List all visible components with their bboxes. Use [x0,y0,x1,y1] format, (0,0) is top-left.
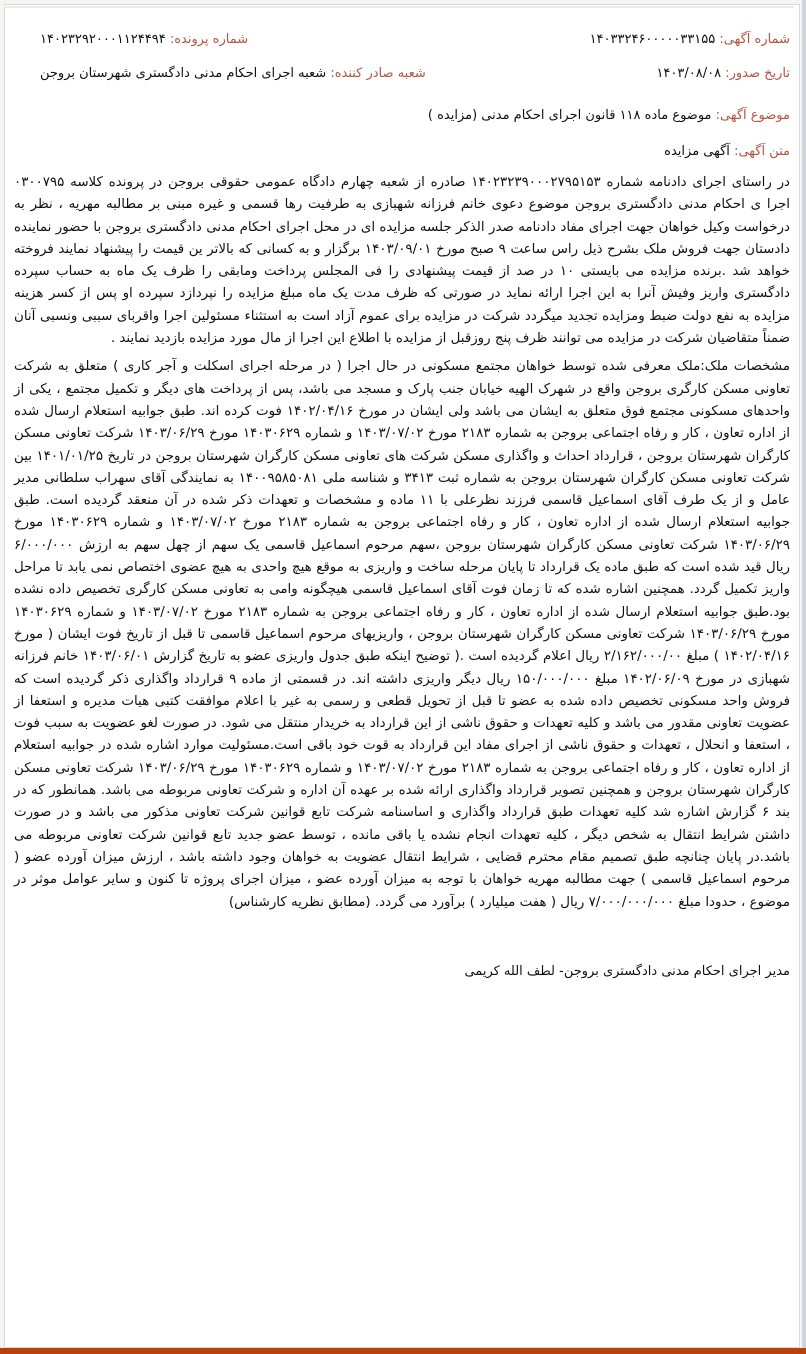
header-row-2 [14,64,790,84]
top-divider [4,6,794,8]
ad-number-label: شماره آگهی: [719,32,790,47]
ad-subject [14,106,790,126]
issue-date-label: تاریخ صدور: [725,66,790,81]
scrollbar-track[interactable] [802,0,806,1354]
ad-text-label: متن آگهی: [734,144,790,159]
subject-value: موضوع ماده ۱۱۸ قانون اجرای احکام مدنی (مزایده ) [427,108,712,123]
signature: مدیر اجرای احکام مدنی دادگستری بروجن- لطف الله کریمی [464,963,790,979]
issuer-label: شعبه صادر کننده: [330,66,426,81]
ad-number [590,30,790,50]
bottom-accent-bar [0,1348,806,1354]
ad-text-value: آگهی مزایده [664,144,730,159]
subject-label: موضوع آگهی: [715,108,790,123]
body-paragraph-1: در راستای اجرای دادنامه شماره ۱۴۰۲۳۲۳۹۰۰۰۲۷۹۵۱۵۳ صادره از شعبه چهارم دادگاه عمومی حقوقی بروجن در پرونده کلاسه ۰۳۰۰۷۹۵ اجرا ی احکام مدنی دادگستری بروجن موضوع دعوی خانم فرزانه شهبازی به طرفیت رها قسمی و غیره مبنی بر مطالبه مهریه ، نظر به درخواست وکیل خواهان جهت اجرای مفاد دادنامه صدر الذکر جلسه مزایده ای در محل اجرای احکام مدنی دادگستری بروجن با حضور نماینده دادستان جهت فروش ملک بشرح ذیل راس ساعت ۹ صبح مورخ ۱۴۰۳/۰۹/۰۱ برگزار و به کسانی که بالاتر ین قیمت را پیشنهاد نمایند فروخته خواهد شد .برنده مزایده می بایستی ۱۰ در صد از قیمت پیشنهادی را فی المجلس پرداخت ومابقی را ظرف یک ماه به حساب سپرده دادگستری واریز وفیش آنرا به این اجرا ارائه نماید در صورتی که ظرف مدت یک ماه مبلغ مزایده را نپردازد سپرده او پس از کسر هزینه مزایده به نفع دولت ضبط ومزایده تجدید میگردد شرکت در مزایده برای عموم آزاد است به استثناء مسئولین اجرا واقربای سببی ونسبی آنان ضمناً متقاضیان شرکت در مزایده می توانند ظرف پنج روزقبل از مزایده با اطلاع این اجرا از مال مورد مزایده بازدید نمایند . [14,175,791,347]
issue-date [656,64,790,84]
body-paragraph-2: مشخصات ملک:ملک معرفی شده توسط خواهان مجتمع مسکونی در حال اجرا ( در مرحله اجرای اسکلت و آجر کاری ) متعلق به شرکت تعاونی مسکن کارگری بروجن واقع در شهرک الهیه خیابان جنب پارک و مسجد می باشد، پس از پرداخت های دیگر و تکمیل مجتمع ، یکی از واحدهای مسکونی مجتمع فوق متعلق به ایشان می باشد ولی ایشان در مورخ ۱۴۰۲/۰۴/۱۶ فوت کرده اند. طبق جوابیه استعلام ارسال شده از اداره تعاون ، کار و رفاه اجتماعی بروجن به شماره ۲۱۸۳ مورخ ۱۴۰۳/۰۷/۰۲ و شماره ۱۴۰۳۰۶۲۹ مورخ ۱۴۰۳/۰۶/۲۹ شرکت تعاونی مسکن کارگران شهرستان بروجن ، قرارداد احداث و واگذاری مسکن شرکت های تعاونی مسکن کارگران شهرستان بروجن در تاریخ ۱۴۰۱/۰۱/۲۵ بین شرکت تعاونی مسکن کارگران شهرستان بروجن به شماره ثبت ۳۴۱۳ و شناسه ملی ۱۴۰۰۹۵۸۵۰۸۱ به نمایندگی آقای سهراب سلطانی مدیر عامل و از یک طرف آقای اسماعیل قاسمی فرزند نظرعلی با ۱۱ ماده و مشخصات و تعهدات ذکر شده در آن منعقد گردیده است. طبق جوابیه استعلام ارسال شده از اداره تعاون ، کار و رفاه اجتماعی بروجن به شماره ۲۱۸۳ مورخ ۱۴۰۳/۰۷/۰۲ و شماره ۱۴۰۳۰۶۲۹ مورخ ۱۴۰۳/۰۶/۲۹ شرکت تعاونی مسکن کارگران شهرستان بروجن ،سهم مرحوم اسماعیل قاسمی یک سهم از چهل سهم به ارزش ۶/۰۰۰/۰۰۰ ریال قید شده است که طبق ماده یک قرارداد تا پایان مرحله ساخت و واریزی به موقع هیچ واحدی به هیچ عضوی اختصاص نمی یابد تا مراحل واریز تکمیل گردد. همچنین اشاره شده که تا زمان فوت آقای اسماعیل قاسمی هیچگونه وامی به تعاونی مسکن کارگری تخصیص داده نشده بود.طبق جوابیه استعلام ارسال شده از اداره تعاون ، کار و رفاه اجتماعی بروجن به شماره ۲۱۸۳ مورخ ۱۴۰۳/۰۷/۰۲ و شماره ۱۴۰۳۰۶۲۹ مورخ ۱۴۰۳/۰۶/۲۹ شرکت تعاونی مسکن کارگران شهرستان بروجن ، واریزیهای مرحوم اسماعیل قاسمی تا قبل از تاریخ فوت ایشان ( مورخ ۱۴۰۲/۰۴/۱۶ ) مبلغ ۲/۱۶۲/۰۰۰/۰۰ ریال اعلام گردیده است .( توضیح اینکه طبق جدول واریزی عضو به تاریخ گزارش ۱۴۰۳/۰۶/۰۱ خانم فرزانه شهبازی در مورخ ۱۴۰۲/۰۶/۰۹ مبلغ ۱۵۰/۰۰۰/۰۰۰ ریال دیگر واریزی داشته اند. در قسمتی از ماده ۹ قرارداد واگذاری ذکر گردیده است که فروش واحد مسکونی تخصیص داده شده به عضو تا قبل از تحویل قطعی و رسمی به غیر با اعلام موافقت کتبی هیات مدیره و استعفا از عضویت تعاونی مقدور می باشد و کلیه تعهدات و حقوق ناشی از این قرارداد به خریدار منتقل می شود. در صورت لغو عضویت به سبب فوت ، استعفا و انحلال ، تعهدات و حقوق ناشی از اجرای مفاد این قرارداد به قوت خود باقی است.مسئولیت موارد اشاره شده در جوابیه استعلام از اداره تعاون ، کار و رفاه اجتماعی بروجن به شماره ۲۱۸۳ مورخ ۱۴۰۳/۰۷/۰۲ و شماره ۱۴۰۳۰۶۲۹ مورخ ۱۴۰۳/۰۶/۲۹ شرکت تعاونی مسکن کارگران شهرستان بروجن و همچنین تصویر قرارداد واگذاری ارائه شده بر عهده آن اداره و شرکت تعاونی مربوطه می باشد. همانطور که در بند ۶ گزارش اشاره شد کلیه تعهدات طبق قرارداد واگذاری و اساسنامه شرکت تابع قوانین شرکت تعاونی مذکور می باشد و در صورت داشتن شرایط انتقال به شخص دیگر ، کلیه تعهدات انجام نشده یا باقی مانده ، توسط عضو جدید تابع قوانین شرکت تعاونی مربوطه می باشد.در پایان چنانچه طبق تصمیم مقام محترم قضایی ، شرایط انتقال عضویت به خواهان وجود داشته باشد ، ارزش میزان آورده عضو ( مرحوم اسماعیل قاسمی ) جهت مطالبه مهریه خواهان با توجه به میزان آورده عضو ، میزان اجرای پروژه تا کنون و سایر عوامل موثر در موضوع ، حدودا مبلغ ۷/۰۰۰/۰۰۰/۰۰۰ ریال ( هفت میلیارد ) برآورد می گردد. (مطابق نظریه کارشناس) [14,359,791,910]
announcement-content [14,30,790,982]
case-number-label: شماره پرونده: [169,32,249,47]
issuer [40,64,426,84]
header-row-1 [14,30,790,50]
issuer-value: شعبه اجرای احکام مدنی دادگستری شهرستان بروجن [40,66,327,81]
issue-date-value: ۱۴۰۳/۰۸/۰۸ [656,66,722,81]
case-number-value: ۱۴۰۲۳۲۹۲۰۰۰۱۱۲۴۴۹۴ [40,32,166,47]
case-number [40,30,248,50]
ad-text-title [14,142,790,162]
ad-number-value: ۱۴۰۳۳۲۴۶۰۰۰۰۰۳۳۱۵۵ [589,32,716,47]
ad-body [14,172,790,914]
